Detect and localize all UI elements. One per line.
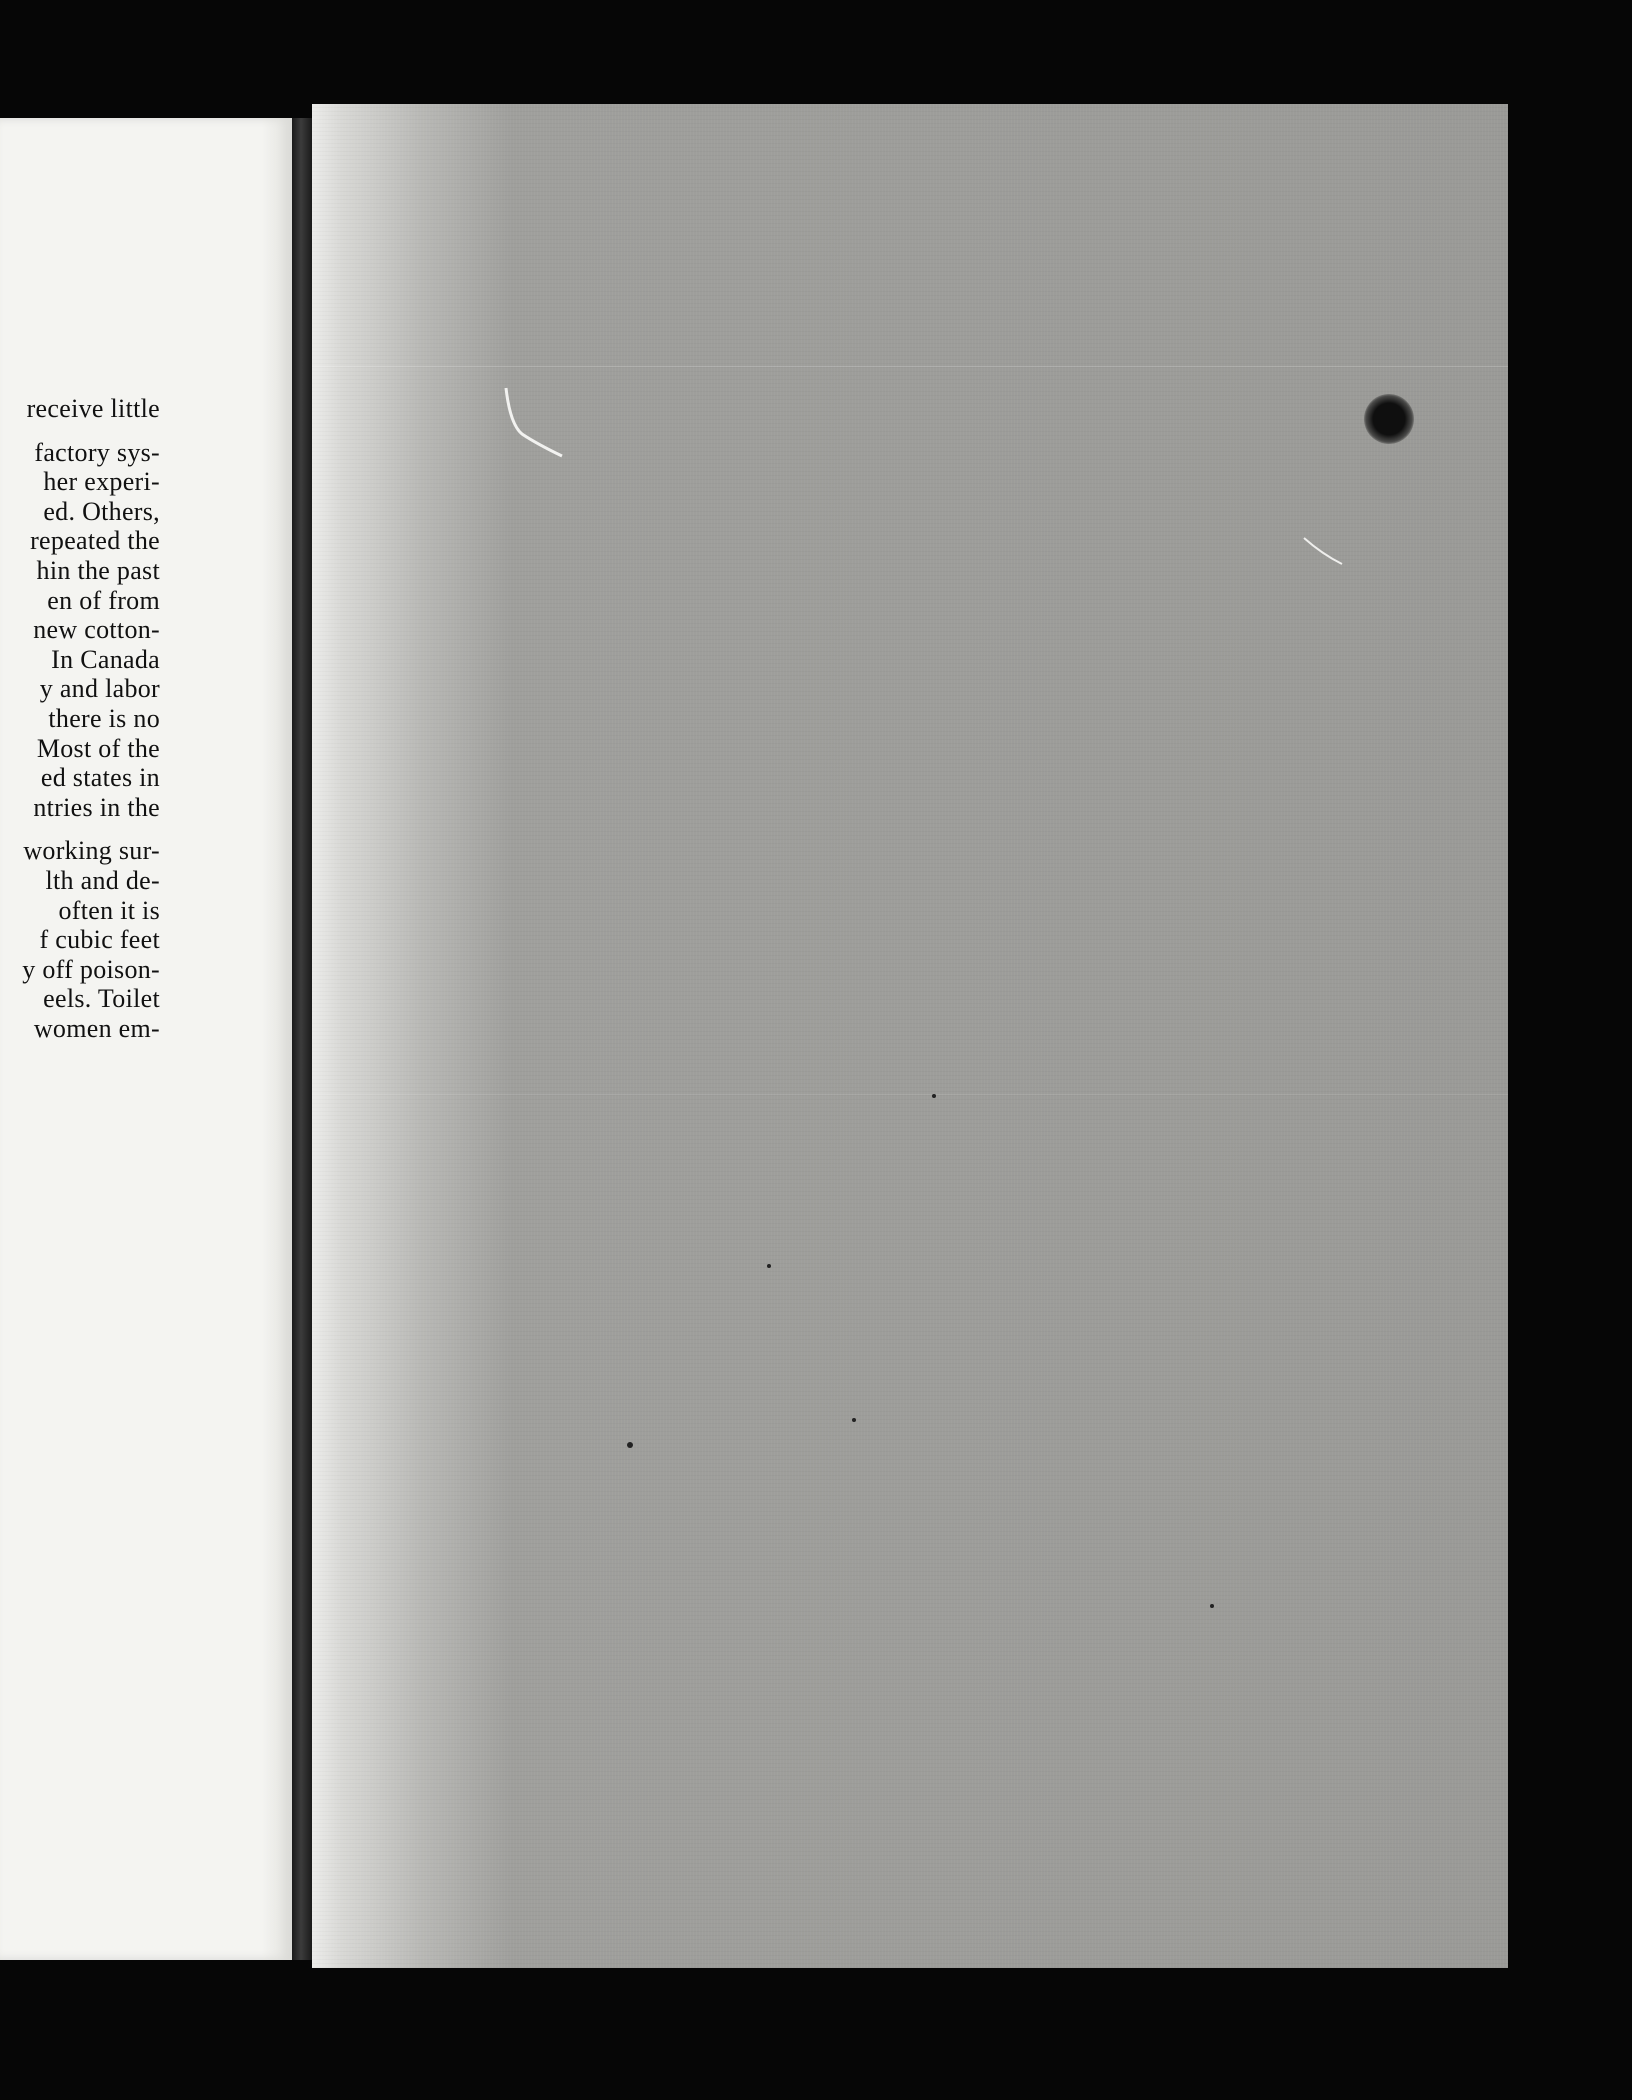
paper-crease (312, 366, 1508, 367)
text-line: repeated the (30, 526, 160, 556)
text-line: often it is (58, 895, 160, 925)
text-line: eels. Toilet (43, 984, 160, 1014)
left-page-text (0, 394, 160, 1043)
paragraph-gap (0, 822, 160, 836)
text-line: there is no (48, 703, 160, 733)
text-line: en of from (47, 585, 160, 615)
text-line: factory sys- (34, 437, 160, 467)
text-line: new cotton- (33, 615, 160, 645)
text-line: ed states in (40, 763, 160, 793)
paper-scratch (1302, 534, 1352, 574)
dust-speck (852, 1418, 856, 1422)
dust-speck (627, 1442, 633, 1448)
text-line: working sur- (23, 836, 160, 866)
text-line: ed. Others, (43, 496, 160, 526)
dust-speck (932, 1094, 936, 1098)
left-page (0, 118, 292, 1960)
text-line: In Canada (51, 644, 160, 674)
paper-scratch (502, 384, 572, 464)
dust-speck (1210, 1604, 1214, 1608)
text-line: y off poison- (22, 954, 160, 984)
page-gutter-shadow (262, 118, 292, 1960)
ink-blot (1364, 394, 1414, 444)
text-line: her experi- (43, 467, 160, 497)
dust-speck (767, 1264, 771, 1268)
paragraph-gap (0, 424, 160, 438)
text-line: women em- (33, 1013, 160, 1043)
text-line: hin the past (36, 555, 160, 585)
text-line: f cubic feet (39, 925, 160, 955)
text-line: receive little (26, 394, 160, 423)
text-line: ntries in the (33, 792, 160, 822)
right-page-blank (312, 104, 1508, 1968)
book-spine (292, 118, 312, 1960)
text-line: lth and de- (45, 865, 160, 895)
text-line: Most of the (36, 733, 160, 763)
text-line: y and labor (39, 674, 160, 704)
paper-crease (312, 1094, 1508, 1095)
